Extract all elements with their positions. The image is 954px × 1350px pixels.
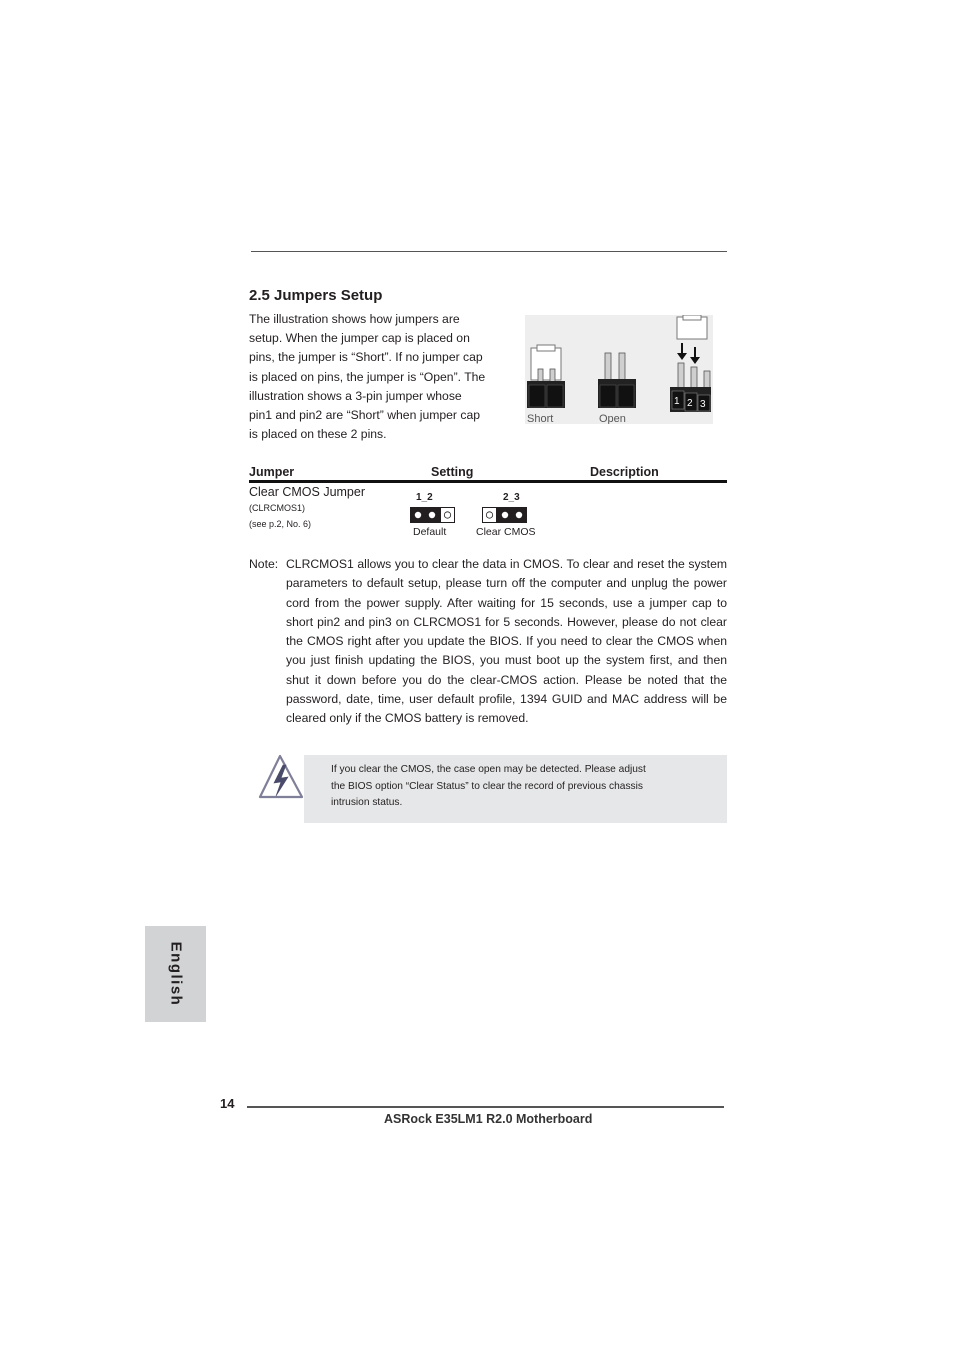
clear-cmos-pins-label: 2_3 xyxy=(503,492,520,503)
pin-number-label: 1 xyxy=(674,396,680,407)
intro-line: pins, the jumper is “Short”. If no jumper cap xyxy=(249,350,483,365)
pin-number-label: 2 xyxy=(687,398,693,409)
page-number: 14 xyxy=(220,1096,235,1111)
default-pins-label: 1_2 xyxy=(416,492,433,503)
jumper-illustration-svg xyxy=(525,315,713,424)
open-label: Open xyxy=(599,413,626,424)
table-row xyxy=(249,485,365,529)
default-jumper-diagram xyxy=(410,507,455,524)
intro-line: illustration shows a 3-pin jumper whose xyxy=(249,388,462,403)
three-pin-jumper-drawing xyxy=(670,315,711,412)
footer-divider xyxy=(247,1106,724,1108)
jumper-code: (CLRCMOS1) xyxy=(249,503,306,513)
warning-lightning-icon xyxy=(256,753,308,803)
warning-text xyxy=(331,762,711,812)
footer-product: ASRock E35LM1 R2.0 Motherboard xyxy=(384,1112,593,1126)
default-caption: Default xyxy=(413,526,447,538)
pin-number-label: 3 xyxy=(700,399,706,410)
note-text: CLRCMOS1 allows you to clear the data in CMOS. To clear and reset the system parameters to default setup, please turn off the computer and unplug the power cord from the power supply. After waiting for 15 seconds, use a jumper cap to short pin2 and pin3 on CLRCMOS1 for 5 seconds. However, please do not clear the CMOS right after you update the BIOS. If you need to clear the CMOS when you just finish updating the BIOS, you must boot up the system first, and then shut it down before you do the clear-CMOS action. Please be noted that the password, date, time, user default profile, 1394 GUID and MAC address will be cleared only if the CMOS battery is removed. xyxy=(286,557,727,726)
column-header-setting: Setting xyxy=(431,465,474,479)
warning-line: the BIOS option “Clear Status” to clear the record of previous chassis xyxy=(331,780,643,792)
section-title: 2.5 Jumpers Setup xyxy=(249,287,383,304)
warning-line: intrusion status. xyxy=(331,797,403,808)
intro-line: is placed on pins, the jumper is “Open”. The xyxy=(249,369,486,384)
intro-line: is placed on these 2 pins. xyxy=(249,427,387,442)
open-jumper-drawing xyxy=(598,353,636,408)
jumper-page-ref: (see p.2, No. 6) xyxy=(249,519,312,529)
table-header-rule xyxy=(249,480,727,483)
clear-cmos-jumper-diagram xyxy=(482,507,527,524)
warning-line: If you clear the CMOS, the case open may be detected. Please adjust xyxy=(331,764,646,775)
jumper-name: Clear CMOS Jumper xyxy=(249,485,365,499)
short-label: Short xyxy=(527,413,554,424)
jumper-illustration xyxy=(525,315,713,424)
short-jumper-drawing xyxy=(527,345,565,408)
language-tab xyxy=(145,926,206,1022)
language-tab-label: English xyxy=(167,941,184,1007)
column-header-jumper: Jumper xyxy=(249,465,295,479)
top-divider xyxy=(251,251,727,252)
column-header-description: Description xyxy=(590,465,659,479)
intro-line: The illustration shows how jumpers are xyxy=(249,312,460,326)
intro-line: setup. When the jumper cap is placed on xyxy=(249,331,470,346)
note-label: Note: xyxy=(249,557,279,571)
intro-line: pin1 and pin2 are “Short” when jumper cap xyxy=(249,408,481,423)
clear-cmos-caption: Clear CMOS xyxy=(476,526,536,538)
intro-paragraph xyxy=(249,310,499,444)
